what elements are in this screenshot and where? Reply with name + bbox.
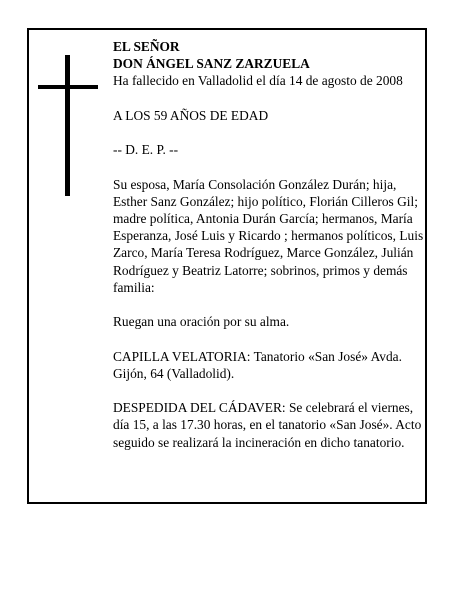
chapel-paragraph: CAPILLA VELATORIA: Tanatorio «San José» Avda. Gijón, 64 (Valladolid). bbox=[113, 348, 402, 381]
farewell-paragraph: DESPEDIDA DEL CÁDAVER: Se celebrará el viernes, día 15, a las 17.30 horas, en el tanatorio «San José». Acto seguido se realizará la incineración en dicho tanatorio. bbox=[113, 400, 422, 450]
family-paragraph: Su esposa, María Consolación González Durán; hija, Esther Sanz González; hijo político, Florián Cilleros Gil; madre política, Antonia Durán García; hermanos, María Esperanza, José Luis y Ricardo ; hermanos políticos, Luis Zarco, María Teresa Rodríguez, Marce González, Julián Rodríguez y Beatriz Latorre; sobrinos, primos y demás familia: bbox=[113, 176, 424, 295]
deceased-name: DON ÁNGEL SANZ ZARZUELA bbox=[113, 56, 310, 72]
cross-icon-crossbar bbox=[38, 85, 98, 89]
prayer-line: Ruegan una oración por su alma. bbox=[113, 314, 290, 330]
age-line: A LOS 59 AÑOS DE EDAD bbox=[113, 107, 269, 123]
obituary-text bbox=[113, 38, 425, 451]
cross-icon bbox=[65, 55, 70, 196]
title-line-1: EL SEÑOR bbox=[113, 39, 180, 54]
rip-line: -- D. E. P. -- bbox=[113, 142, 179, 158]
death-announcement: Ha fallecido en Valladolid el día 14 de agosto de 2008 bbox=[113, 73, 403, 89]
